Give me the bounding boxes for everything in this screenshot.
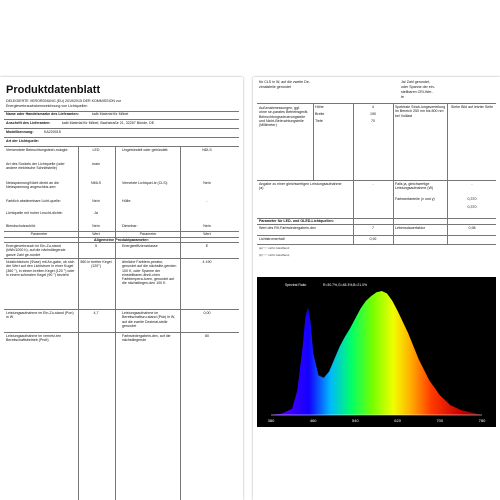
- chroma-y: 0,370: [467, 205, 477, 209]
- dim-height-label: Höhe: [315, 105, 324, 109]
- row1-a: Verwendete Beleuchtungstech-nologie:: [6, 148, 69, 152]
- maint-label: Lichtstromerhalt: [259, 237, 285, 241]
- spectrum-area: [271, 291, 482, 415]
- intro-line-1: DELEGIERTE VERORDNUNG (EU) 2019/2015 DER KOMMISSION zur: [6, 99, 121, 103]
- equiv-right-value: -: [471, 182, 473, 186]
- model-label: Modellkennung:: [6, 130, 34, 134]
- chart-title: Spectral Ratio: [285, 283, 307, 287]
- top-right-line-1: Ja/ Zahl gerundet,: [401, 80, 430, 84]
- row1-d: NDLS: [202, 148, 212, 152]
- row1-b: LED: [92, 148, 100, 152]
- gen3-a: Leistungsaufnahme im Ein-Zu-stand (Pon) in W: [6, 311, 74, 320]
- row6-a: Blendschutzschild:: [6, 224, 36, 228]
- chroma-label: Farbwertanteile (x und y): [395, 197, 435, 201]
- x-tick-label: 620: [394, 418, 401, 423]
- gen3-d: 0,00: [203, 311, 211, 315]
- chart-subtitle: R=30.7%,G=48.3%,B=21.0%: [323, 283, 368, 287]
- gen3-c: Leistungsaufnahme im Bereitschaftszu-stand (Psb) in W, auf die zweite Dezimal-stelle gerundet: [122, 311, 176, 328]
- gen2-b: 560 in breiter Kegel (120°): [80, 260, 112, 269]
- row6-c: Dimmbar:: [122, 224, 138, 228]
- gen1-b: 5: [95, 244, 97, 248]
- row4-d: -: [206, 199, 208, 203]
- dim-width-label: Breite: [315, 112, 325, 116]
- x-tick-label: 540: [352, 418, 359, 423]
- gen1-a: Energieverbrauch im Ein-Zu-stand (kWh/1000 h), auf die nächstliegende ganze Zahl ge-rundet: [6, 244, 66, 257]
- datasheet-page-right: [253, 77, 500, 500]
- footnote-a: (a) "-": nicht zutreffend;: [259, 246, 290, 250]
- value-header-1: Wert: [92, 232, 100, 236]
- type-label: Art der Lichtquelle:: [6, 139, 39, 143]
- equiv-right-label: Falls ja, gleichwertige Leistungsaufnahme (W): [395, 182, 434, 191]
- row2-a: Art des Sockels der Lichtquelle (oder andere elektrische Schnittstelle): [6, 162, 65, 171]
- top-left-line-2: zimalstelle gerundet: [259, 85, 291, 89]
- row4-c: Hülle:: [122, 199, 132, 203]
- led-params-header: Parameter für LED- und OLED-Lichtquellen:: [259, 219, 334, 223]
- row5-b: Ja: [94, 211, 98, 215]
- top-right-line-4: te: [401, 95, 404, 99]
- gen1-d: E: [205, 244, 209, 248]
- equiv-label: Angabe zu einer gleichwertigen Leistungsaufnahme (a): [259, 182, 342, 191]
- spectral-label: Spektrale Strah-lungsverteilung im Bereich 250 nm bis 800 nm bei Volllast: [395, 105, 446, 118]
- spectral-distribution-chart: [257, 277, 496, 427]
- x-tick-label: 380: [267, 418, 275, 423]
- top-right-line-3: stellbaren CRI-Wer-: [401, 90, 433, 94]
- x-tick-label: 780: [478, 418, 486, 423]
- model-value: KA220015: [44, 130, 61, 134]
- dim-width-value: 190: [370, 112, 376, 116]
- gen2-c: ähnliche Farbtem-peratur, gerundet auf die nächstlie-genden 100 K, oder Spanne der einstellbaren ähnli-chen Farbtempera-turen, gerundet auf die nächstliegen-den 100 K: [122, 260, 177, 286]
- r9-value: 7: [372, 226, 374, 230]
- footnote-b: (b) "-": nicht zutreffend;: [259, 253, 290, 257]
- equiv-value: -: [372, 182, 374, 186]
- row6-d: Nein: [203, 224, 211, 228]
- gen3-b: 4,7: [93, 311, 99, 315]
- gen4-a: Leistungsaufnahme im vernetz-ten Bereitschaftsbetrieb (Pnet): [6, 334, 62, 343]
- param-header-1: Parameter: [30, 232, 48, 236]
- row4-b: Nein: [92, 199, 100, 203]
- value-header-2: Wert: [203, 232, 211, 236]
- row1-c: Ungebündelt oder gebündelt:: [122, 148, 169, 152]
- x-tick-label: 460: [309, 418, 317, 423]
- intro-line-2: Energieverbrauchskennzeichnung von Lichtquellen: [6, 103, 88, 108]
- life-value: 0,98: [468, 226, 476, 230]
- row3-b: NMLS: [91, 181, 101, 185]
- dimensions-label: Außenabmessungen, ggf. ohne se-parates Betriebsgerät, Beleuchtungssteuerungsteile und Nicht-Beleuchtungsteile (Millimeter): [259, 106, 309, 128]
- dim-depth-value: 70: [371, 119, 375, 123]
- top-left-line-1: für CLS in W, auf die zweite De-: [259, 80, 310, 84]
- supplier-name-value: kalb Material für Möbel: [92, 112, 129, 116]
- r9-label: Wert des R9-Farbwiedergabein-dex: [259, 226, 316, 230]
- datasheet-page-left: [0, 77, 243, 500]
- x-tick-label: 700: [436, 418, 444, 423]
- gen1-c: Energieeffizienzklasse: [122, 244, 158, 248]
- gen4-c: Farbwiedergabein-dex, auf die nächstliegende: [122, 334, 171, 343]
- row3-c: Vernetzte Lichtquel-le (CLS):: [122, 181, 168, 185]
- supplier-address-value: kalb Material für Möbel, Bachstraße 21, 32257 Bünde, DE: [62, 121, 155, 125]
- gen4-d: 80: [205, 334, 209, 338]
- supplier-address-label: Anschrift des Lieferanten:: [6, 121, 51, 125]
- row6-b: Nein: [92, 224, 100, 228]
- dim-depth-label: Tiefe: [315, 119, 323, 123]
- gen2-d: 4 190: [202, 260, 212, 264]
- general-params-header: Allgemeine Produktparameter:: [4, 237, 239, 243]
- life-label: Lebensdauerfaktor: [395, 226, 425, 230]
- param-header-2: Parameter: [139, 232, 157, 236]
- dim-height-value: 4: [372, 105, 374, 109]
- row3-a: Netzspannung/Nicht direkt an die Netzspannung angeschlos-sen:: [6, 181, 59, 190]
- spectral-value: Siehe Bild auf letzter Seite: [450, 105, 494, 109]
- supplier-name-label: Name oder Handelsmarke des Lieferanten:: [6, 112, 79, 116]
- row5-a: Lichtquelle mit hoher Leucht-dichte:: [6, 211, 63, 215]
- top-right-line-2: oder Spanne der ein-: [401, 85, 435, 89]
- gen2-a: Nutzlichtstrom (Φuse) mit An-gabe, ob sich der Wert auf den Lichtstrom in einer Kugel (360 °), in einem breiten Kegel (120 °) oder in einem schmalen Kegel (90 °) bezieht: [6, 260, 75, 277]
- page-title: Produktdatenblatt: [6, 84, 101, 96]
- row3-d: Nein: [203, 181, 211, 185]
- maint-value: 0,92: [369, 237, 377, 241]
- row4-a: Farblich abstimmbare Licht-quelle:: [6, 199, 61, 203]
- row2-b: main: [92, 162, 100, 166]
- chroma-x: 0,370: [467, 197, 477, 201]
